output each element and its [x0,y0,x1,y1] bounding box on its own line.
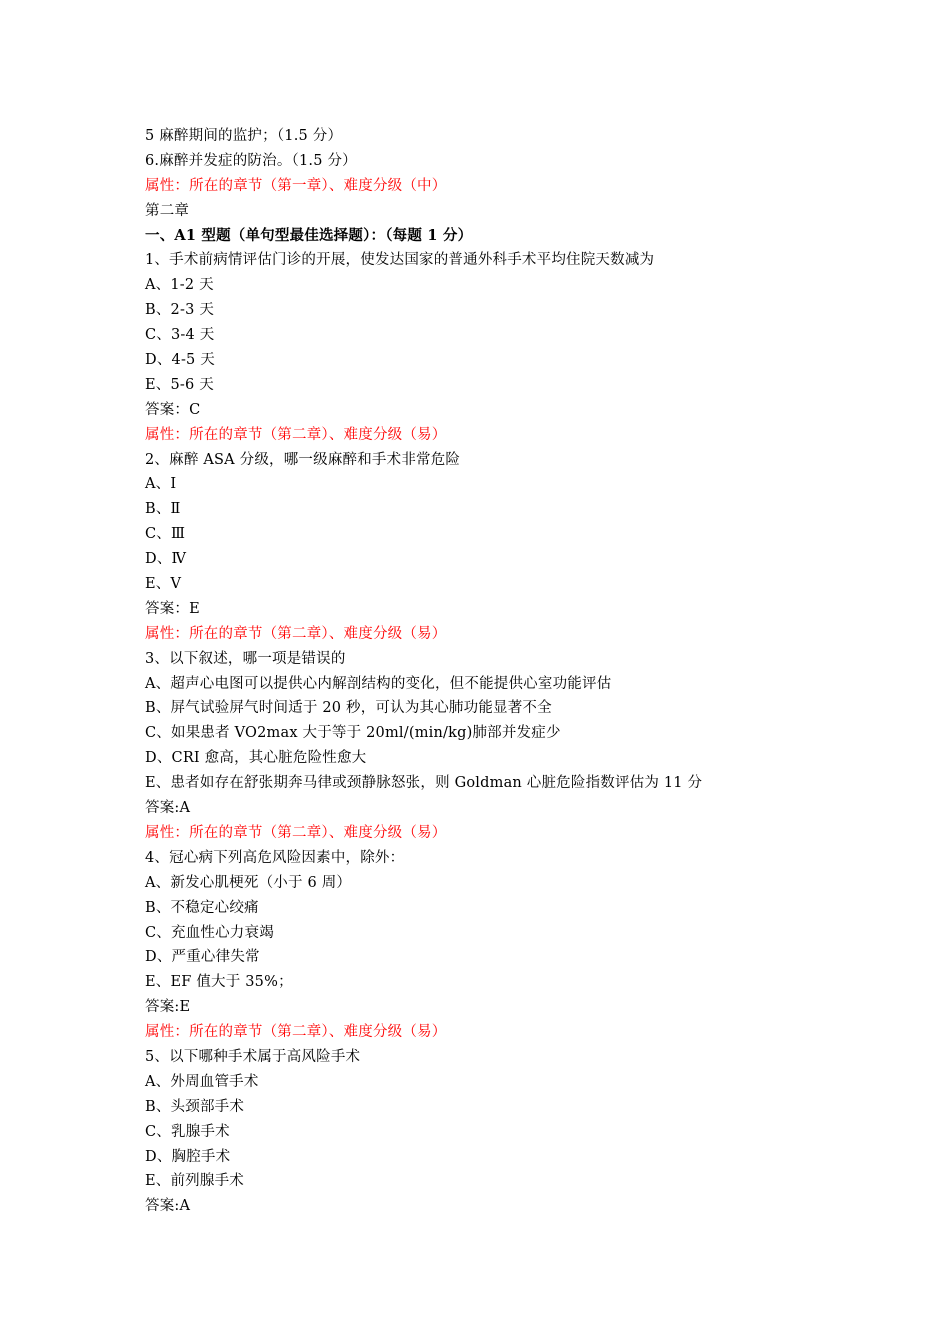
text-line: E、EF 值大于 35%； [145,974,293,991]
text-line: D、胸腔手术 [145,1148,231,1165]
text-line: A、新发心肌梗死（小于 6 周） [145,874,352,891]
text-line: C、充血性心力衰竭 [145,924,274,941]
text-line: 答案:A [145,800,191,817]
text-line: A、Ⅰ [145,476,177,493]
text-line: D、4-5 天 [145,352,215,369]
text-line: B、2-3 天 [145,302,215,319]
text-line: 第二章 [145,202,190,219]
attribute-line: 属性：所在的章节（第一章）、难度分级（中） [145,177,447,194]
attribute-line: 属性：所在的章节（第二章）、难度分级（易） [145,625,447,642]
text-line: 3、以下叙述，哪一项是错误的 [145,650,346,667]
text-line: 答案：E [145,600,200,617]
text-line: 答案:A [145,1198,191,1215]
document-page [145,124,825,1219]
text-line: E、患者如存在舒张期奔马律或颈静脉怒张，则 Goldman 心脏危险指数评估为 11 分 [145,775,703,792]
text-line: C、乳腺手术 [145,1123,230,1140]
text-line: 5、以下哪种手术属于高风险手术 [145,1048,361,1065]
text-line: B、头颈部手术 [145,1098,245,1115]
attribute-line: 属性：所在的章节（第二章）、难度分级（易） [145,426,447,443]
attribute-line: 属性：所在的章节（第二章）、难度分级（易） [145,824,447,841]
text-line: E、Ⅴ [145,576,182,593]
text-line: E、5-6 天 [145,376,214,393]
section-heading: 一、A1 型题（单句型最佳选择题）：（每题 1 分） [145,226,473,244]
text-line: D、Ⅳ [145,551,187,568]
text-line: 答案：C [145,401,201,418]
text-line: D、CRI 愈高，其心脏危险性愈大 [145,750,367,767]
text-line: A、外周血管手术 [145,1073,259,1090]
text-line: 5 麻醉期间的监护；（1.5 分） [145,128,343,144]
text-line: B、不稳定心绞痛 [145,899,259,916]
text-line: 1、手术前病情评估门诊的开展，使发达国家的普通外科手术平均住院天数减为 [145,252,655,269]
text-line: C、Ⅲ [145,526,186,543]
text-line: B、Ⅱ [145,501,181,518]
text-line: E、前列腺手术 [145,1173,244,1190]
text-line: C、3-4 天 [145,327,215,344]
text-line: A、超声心电图可以提供心内解剖结构的变化，但不能提供心室功能评估 [145,675,612,692]
text-line: C、如果患者 VO2max 大于等于 20ml/(min/kg)肺部并发症少 [145,725,561,742]
text-line: 答案:E [145,999,191,1016]
text-line: D、严重心律失常 [145,949,260,966]
text-line: 4、冠心病下列高危风险因素中，除外： [145,849,405,866]
text-line: 2、麻醉 ASA 分级，哪一级麻醉和手术非常危险 [145,451,461,468]
text-line: 6.麻醉并发症的防治。（1.5 分） [145,152,357,169]
attribute-line: 属性：所在的章节（第二章）、难度分级（易） [145,1024,447,1041]
text-line: B、屏气试验屏气时间适于 20 秒，可认为其心肺功能显著不全 [145,700,552,717]
text-line: A、1-2 天 [145,277,214,294]
